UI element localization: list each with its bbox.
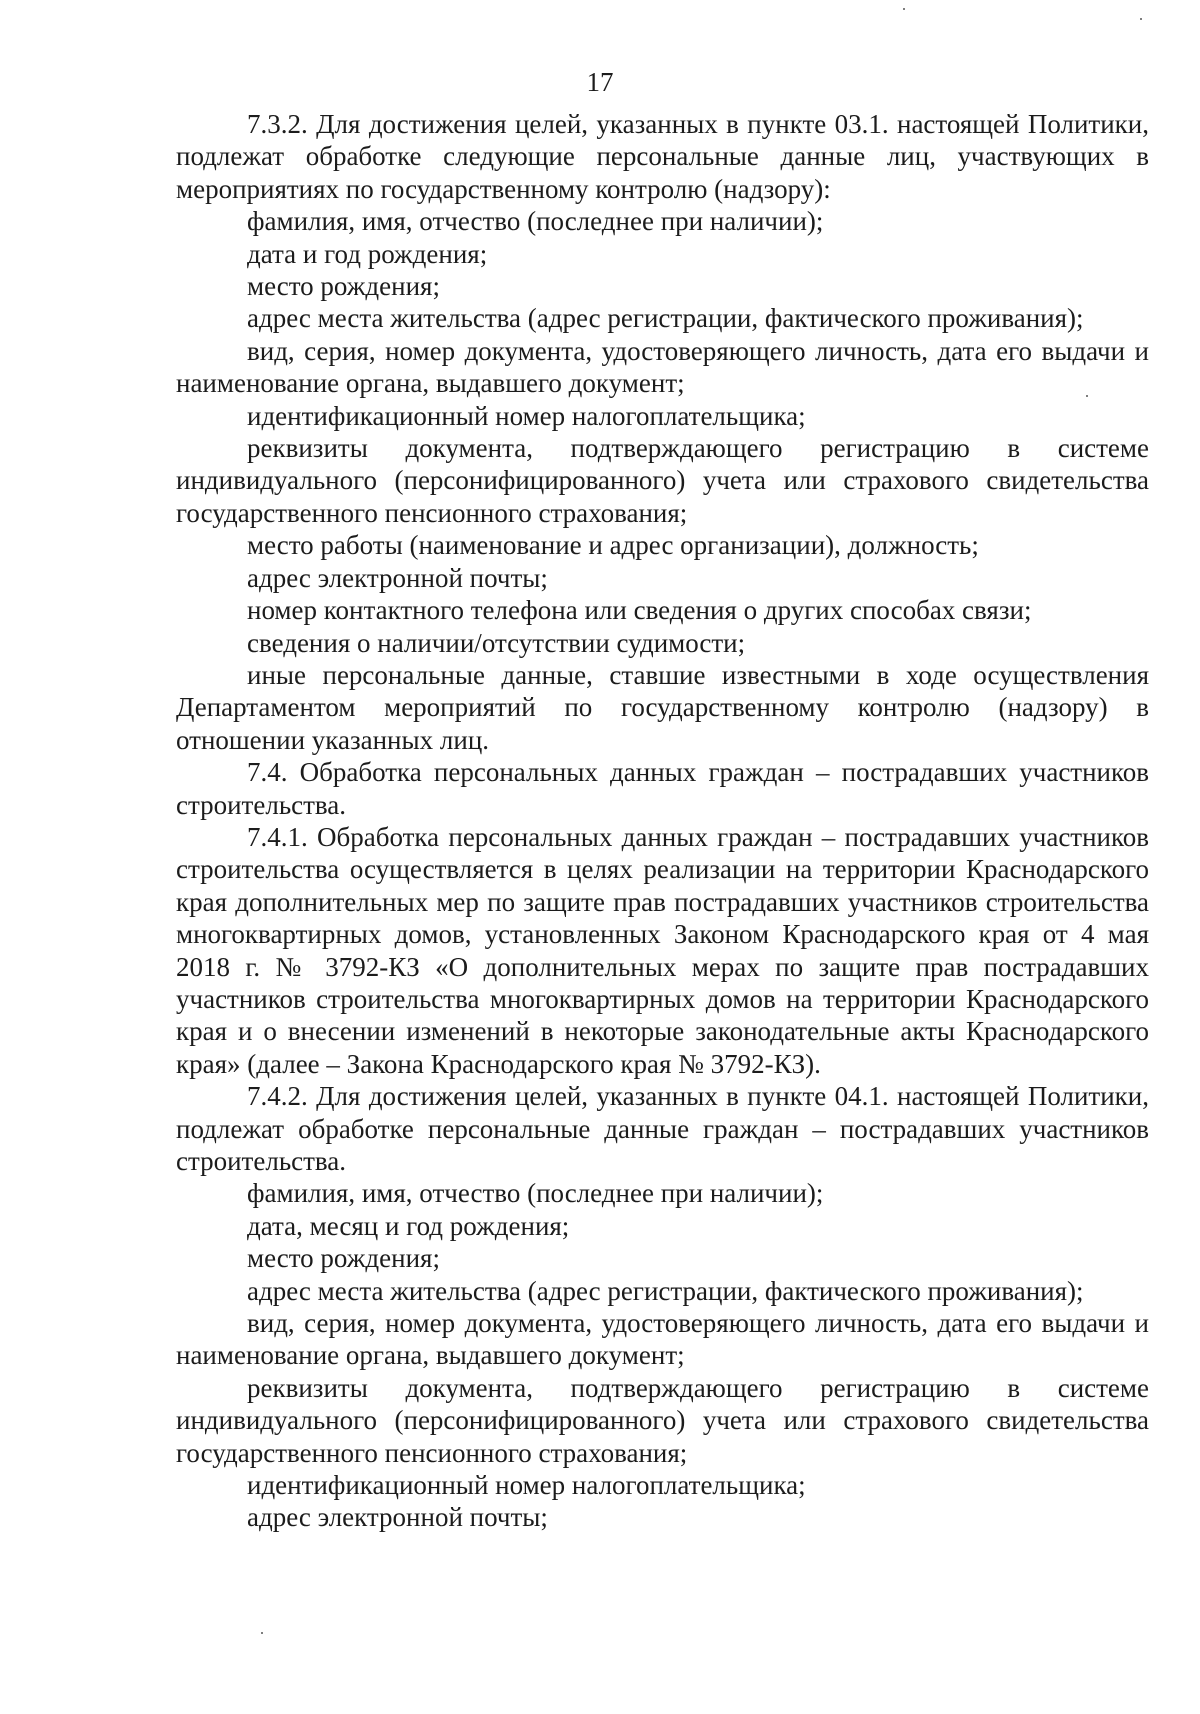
list-item-email: адрес электронной почты; xyxy=(247,562,548,593)
paragraph-7-4-2: 7.4.2. Для достижения целей, указанных в пункте 04.1. настоящей Политики, подлежат обработке персональные данные граждан – пострадавших участников строительства. xyxy=(176,1081,1149,1176)
list-item-pension-insurance-2: реквизиты документа, подтверждающего регистрацию в системе индивидуального (персонифицированного) учета или страхового свидетельства государственного пенсионного страхования; xyxy=(176,1372,1149,1468)
paragraph-7-3-2: 7.3.2. Для достижения целей, указанных в пункте 03.1. настоящей Политики, подлежат обработке следующие персональные данные лиц, участвующих в мероприятиях по государственному контролю (надзору): xyxy=(176,109,1149,204)
list-item-identity-document: вид, серия, номер документа, удостоверяющего личность, дата его выдачи и наименование органа, выдавшего документ; xyxy=(176,335,1149,399)
list-item-workplace: место работы (наименование и адрес организации), должность; xyxy=(247,530,979,561)
document-body xyxy=(176,108,1149,1534)
list-item-birth-date: дата и год рождения; xyxy=(247,238,488,269)
scan-speck xyxy=(1086,395,1088,397)
section-heading-7-4: 7.4. Обработка персональных данных граждан – пострадавших участников строительства. xyxy=(176,757,1149,820)
list-item-birth-place: место рождения; xyxy=(247,271,440,302)
list-item-criminal-record: сведения о наличии/отсутствии судимости; xyxy=(247,627,746,658)
list-item-tax-id-2: идентификационный номер налогоплательщика; xyxy=(247,1470,806,1501)
scan-speck xyxy=(903,8,905,10)
list-item-birth-place-2: место рождения; xyxy=(247,1243,440,1274)
list-item-tax-id: идентификационный номер налогоплательщика; xyxy=(247,400,806,431)
list-item-full-name-2: фамилия, имя, отчество (последнее при наличии); xyxy=(247,1178,824,1209)
list-item-address: адрес места жительства (адрес регистрации, фактического проживания); xyxy=(247,303,1084,334)
list-item-pension-insurance: реквизиты документа, подтверждающего регистрацию в системе индивидуального (персонифицированного) учета или страхового свидетельства государственного пенсионного страхования; xyxy=(176,433,1149,528)
list-item-identity-document-2: вид, серия, номер документа, удостоверяющего личность, дата его выдачи и наименование органа, выдавшего документ; xyxy=(176,1308,1149,1371)
scan-speck xyxy=(261,1632,263,1634)
list-item-birth-date-2: дата, месяц и год рождения; xyxy=(247,1210,570,1241)
list-item-full-name: фамилия, имя, отчество (последнее при наличии); xyxy=(247,206,824,237)
list-item-other-data: иные персональные данные, ставшие известными в ходе осуществления Департаментом мероприятий по государственному контролю (надзору) в отношении указанных лиц. xyxy=(176,659,1149,755)
paragraph-7-4-1: 7.4.1. Обработка персональных данных граждан – пострадавших участников строительства осуществляется в целях реализации на территории Краснодарского края дополнительных мер по защите прав пострадавших участников строительства многоквартирных домов, установленных Законом Краснодарского края от 4 мая 2018 г. № 3792-КЗ «О дополнительных мерах по защите прав пострадавших участников строительства многоквартирных домов на территории Краснодарского края и о внесении изменений в некоторые законодательные акты Краснодарского края» (далее – Закона Краснодарского края № 3792-КЗ). xyxy=(176,821,1149,1079)
list-item-address-2: адрес места жительства (адрес регистрации, фактического проживания); xyxy=(247,1275,1084,1306)
list-item-phone: номер контактного телефона или сведения о других способах связи; xyxy=(247,595,1032,626)
list-item-email-2: адрес электронной почты; xyxy=(247,1502,548,1533)
scan-speck xyxy=(1140,18,1142,20)
page-number: 17 xyxy=(586,67,614,97)
